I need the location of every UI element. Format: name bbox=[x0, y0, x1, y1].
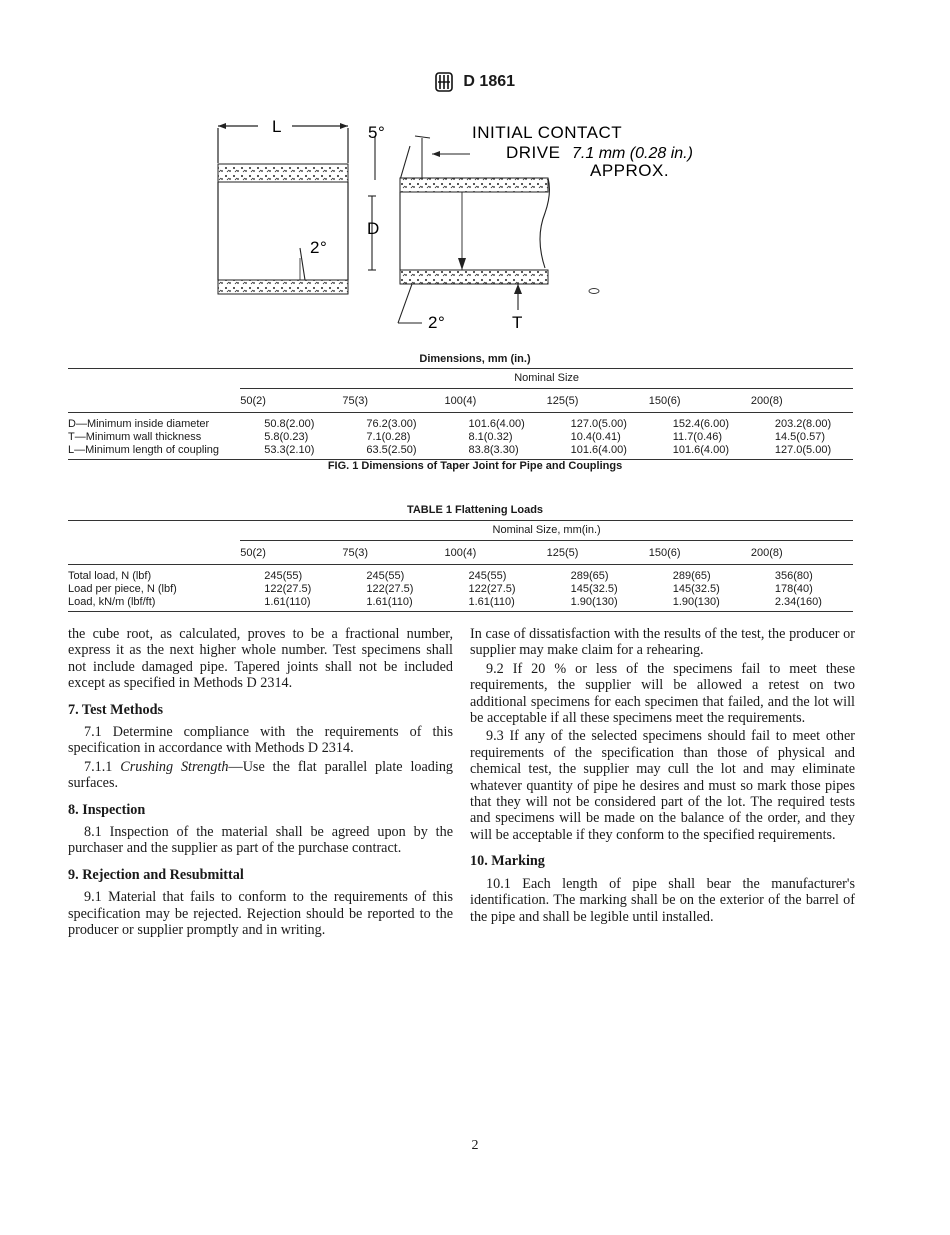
table-cell: 50.8(2.00) bbox=[264, 418, 315, 430]
page-number: 2 bbox=[471, 1138, 479, 1153]
column-header: 150(6) bbox=[649, 389, 751, 413]
column-header: 125(5) bbox=[547, 389, 649, 413]
table-cell: 152.4(6.00) bbox=[672, 418, 729, 430]
column-header: 200(8) bbox=[751, 541, 853, 565]
clause-text: —Use the flat parallel plate loading surfaces. bbox=[68, 758, 454, 792]
left-column bbox=[68, 626, 453, 941]
table-row bbox=[68, 444, 853, 460]
table-cell: 1.61(110) bbox=[240, 596, 342, 612]
table-row bbox=[68, 565, 853, 584]
table-cell: 101.6(4.00) bbox=[468, 418, 525, 430]
nominal-size-header: Nominal Size bbox=[240, 369, 853, 389]
table-cell: 5.8(0.23) bbox=[264, 431, 309, 443]
table-cell: 8.1(0.32) bbox=[468, 431, 513, 443]
column-header: 150(6) bbox=[649, 541, 751, 565]
taper-joint-figure bbox=[200, 118, 700, 338]
approx-label: APPROX. bbox=[590, 161, 670, 180]
clause-term: Crushing Strength bbox=[120, 758, 229, 775]
clause-number: 7.1.1 bbox=[84, 758, 113, 775]
paragraph: 7.1 Determine compliance with the requirements of this specification in accordance with Methods D 2314. bbox=[68, 724, 453, 757]
row-label: Load, kN/m (lbf/ft) bbox=[68, 596, 240, 612]
table-cell: 122(27.5) bbox=[264, 583, 312, 595]
table-cell: 1.90(130) bbox=[547, 596, 649, 612]
column-header: 100(4) bbox=[444, 541, 546, 565]
paragraph: In case of dissatisfaction with the results of the test, the producer or supplier may make claim for a rehearing. bbox=[470, 626, 855, 659]
figure-caption: FIG. 1 Dimensions of Taper Joint for Pipe and Couplings bbox=[327, 460, 623, 472]
paragraph bbox=[68, 759, 453, 792]
table-cell: 2.34(160) bbox=[751, 596, 853, 612]
row-label: L—Minimum length of coupling bbox=[68, 444, 240, 460]
table-cell: 7.1(0.28) bbox=[366, 431, 411, 443]
paragraph: 9.3 If any of the selected specimens should fail to meet other requirements of the specification than those of physical and chemical test, the supplier may cull the lot and may eliminate whatever quantity of pipe he desires and must so mark those pipes that they will not be considered part of the lot. The required tests and specimens will be made on the balance of the order, and they will be acceptable if they conform to the specified requirements. bbox=[470, 728, 855, 843]
row-label: Load per piece, N (lbf) bbox=[68, 583, 177, 595]
paragraph: 8.1 Inspection of the material shall be agreed upon by the purchaser and the supplier as part of the purchase contract. bbox=[68, 824, 453, 857]
drive-value-label: 7.1 mm (0.28 in.) bbox=[572, 145, 693, 162]
row-label: Total load, N (lbf) bbox=[68, 570, 152, 582]
column-header: 200(8) bbox=[751, 389, 853, 413]
taper-joint-drawing bbox=[200, 118, 700, 338]
table-cell: 11.7(0.46) bbox=[672, 431, 723, 443]
drive-label: DRIVE bbox=[506, 143, 561, 162]
column-header: 50(2) bbox=[240, 389, 342, 413]
table-cell: 1.61(110) bbox=[342, 596, 444, 612]
table-cell: 1.90(130) bbox=[649, 596, 751, 612]
table-row bbox=[68, 413, 853, 432]
pipe-drawing bbox=[368, 136, 599, 323]
dimensions-table bbox=[68, 368, 853, 460]
table-cell: 245(55) bbox=[264, 570, 303, 582]
column-header: 100(4) bbox=[444, 389, 546, 413]
table-cell: 1.61(110) bbox=[444, 596, 546, 612]
nominal-size-header: Nominal Size, mm(in.) bbox=[240, 521, 853, 541]
section-heading: 9. Rejection and Resubmittal bbox=[68, 866, 244, 883]
table-cell: 127.0(5.00) bbox=[751, 444, 853, 460]
table-cell: 53.3(2.10) bbox=[240, 444, 342, 460]
dimensions-title: Dimensions, mm (in.) bbox=[419, 353, 531, 365]
table-cell: 203.2(8.00) bbox=[774, 418, 832, 430]
table-cell: 76.2(3.00) bbox=[366, 418, 417, 430]
table-cell: 10.4(0.41) bbox=[570, 431, 621, 443]
table-cell: 122(27.5) bbox=[468, 583, 516, 595]
astm-logo bbox=[435, 72, 453, 92]
paragraph: the cube root, as calculated, proves to be a fractional number, express it as the next higher whole number. Test specimens shall not include damaged pipe. Tapered joints shall not be included except as specified in Methods D 2314. bbox=[68, 626, 453, 692]
section-heading: 7. Test Methods bbox=[68, 701, 163, 718]
flattening-loads-table bbox=[68, 520, 853, 612]
column-header: 125(5) bbox=[547, 541, 649, 565]
section-heading: 10. Marking bbox=[470, 853, 545, 870]
standard-designation: D 1861 bbox=[463, 73, 516, 90]
row-label: T—Minimum wall thickness bbox=[68, 431, 202, 443]
two-degree-left-label: 2° bbox=[310, 238, 328, 257]
column-header: 75(3) bbox=[342, 541, 444, 565]
paragraph: 9.1 Material that fails to conform to the requirements of this specification may be rejected. Rejection should be reported to the producer or supplier promptly and in writing. bbox=[68, 889, 453, 939]
table-cell: 145(32.5) bbox=[570, 583, 618, 595]
table-cell: 63.5(2.50) bbox=[342, 444, 444, 460]
table-cell: 122(27.5) bbox=[366, 583, 414, 595]
initial-contact-label: INITIAL CONTACT bbox=[472, 123, 623, 142]
five-degree-label: 5° bbox=[368, 123, 386, 142]
table-cell: 14.5(0.57) bbox=[774, 431, 825, 443]
column-header: 50(2) bbox=[240, 541, 342, 565]
table-row bbox=[68, 431, 853, 444]
row-label: D—Minimum inside diameter bbox=[68, 418, 210, 430]
table-cell: 178(40) bbox=[774, 583, 813, 595]
table-cell: 245(55) bbox=[468, 570, 507, 582]
section-heading: 8. Inspection bbox=[68, 801, 146, 818]
coupling-drawing bbox=[218, 123, 348, 294]
paragraph: 9.2 If 20 % or less of the specimens fail to meet these requirements, the supplier will be allowed a retest on two additional specimens for each specimen that failed, and the lot will be acceptable if all these specimens meet the requirements. bbox=[470, 660, 855, 727]
table-cell: 289(65) bbox=[570, 570, 609, 582]
table-row bbox=[68, 596, 853, 612]
page-header bbox=[0, 72, 950, 92]
table-cell: 289(65) bbox=[672, 570, 711, 582]
table1-title: TABLE 1 Flattening Loads bbox=[406, 504, 544, 516]
table-row bbox=[68, 583, 853, 596]
diameter-label: D bbox=[367, 219, 380, 238]
table-cell: 356(80) bbox=[774, 570, 813, 582]
table-cell: 83.8(3.30) bbox=[444, 444, 546, 460]
table-cell: 245(55) bbox=[366, 570, 405, 582]
thickness-label: T bbox=[512, 313, 523, 332]
table-cell: 145(32.5) bbox=[672, 583, 720, 595]
length-label: L bbox=[272, 118, 282, 136]
right-column bbox=[470, 626, 855, 927]
table-cell: 127.0(5.00) bbox=[570, 418, 627, 430]
table-cell: 101.6(4.00) bbox=[649, 444, 751, 460]
table-cell: 101.6(4.00) bbox=[547, 444, 649, 460]
two-degree-bottom-label: 2° bbox=[428, 313, 446, 332]
column-header: 75(3) bbox=[342, 389, 444, 413]
paragraph: 10.1 Each length of pipe shall bear the manufacturer's identification. The marking shall be on the exterior of the barrel of the pipe and shall be legible until installed. bbox=[470, 875, 855, 925]
